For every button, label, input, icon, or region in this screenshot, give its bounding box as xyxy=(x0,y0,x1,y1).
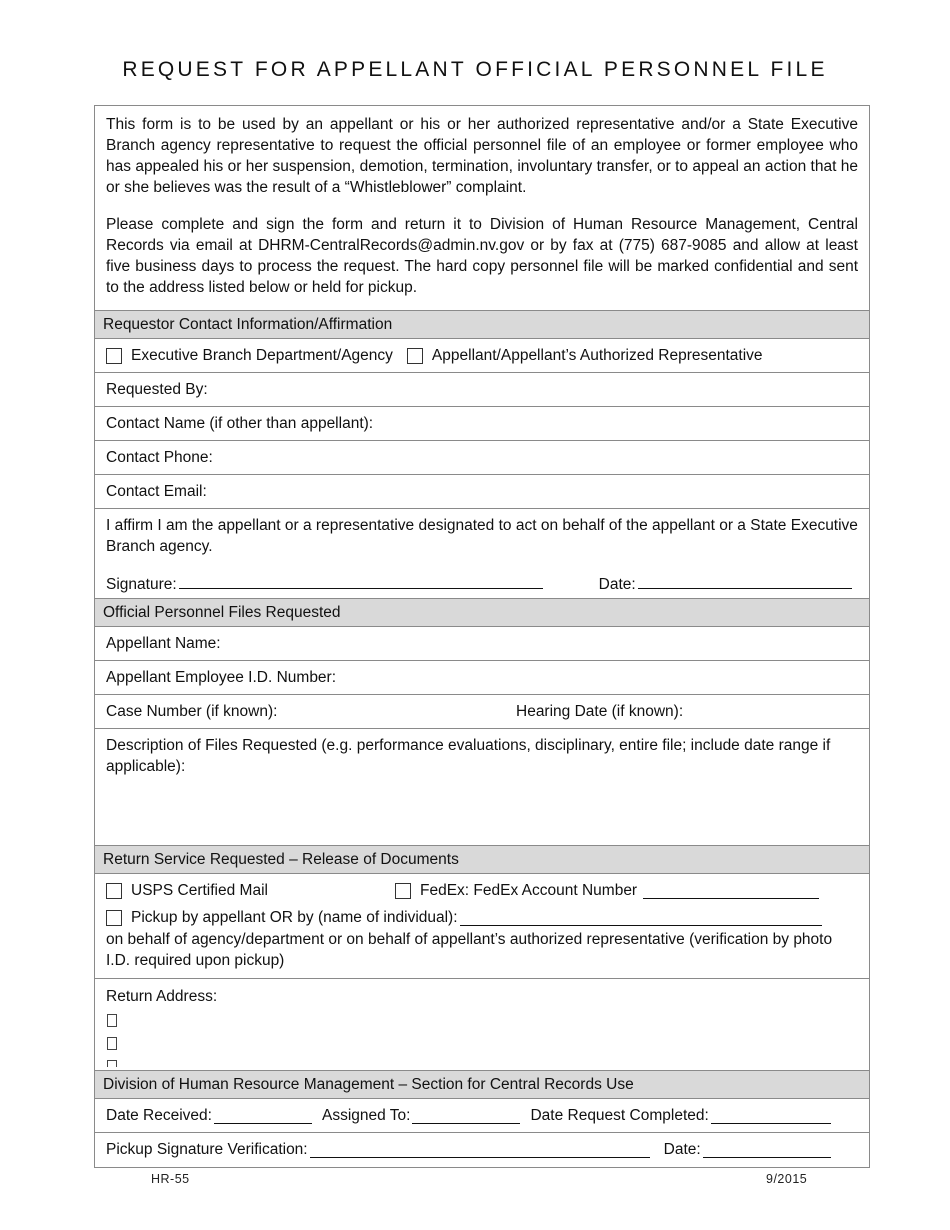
usps-checkbox[interactable] xyxy=(106,883,122,899)
placeholder-glyph-icon xyxy=(107,1014,117,1027)
usps-label: USPS Certified Mail xyxy=(131,882,268,899)
fedex-account-line[interactable] xyxy=(643,883,819,899)
date-completed-line[interactable] xyxy=(711,1108,831,1124)
return-address-label: Return Address: xyxy=(106,988,218,1005)
date-received-label: Date Received: xyxy=(106,1106,212,1124)
intro-section xyxy=(95,106,869,311)
fedex-label: FedEx: FedEx Account Number xyxy=(420,882,638,899)
return-section-header: Return Service Requested – Release of Documents xyxy=(95,846,869,874)
page-title: REQUEST FOR APPELLANT OFFICIAL PERSONNEL FILE xyxy=(122,58,828,81)
pickup-date-line[interactable] xyxy=(703,1142,831,1158)
intro-paragraph-1: This form is to be used by an appellant or his or her authorized representative and/or a State Executive Branch agency representative to request the official personnel file of an employee or former employee who has appealed his or her suspension, demotion, termination, involuntary transfer, or to appeal an action that he or she believes was the result of a “Whistleblower” complaint. xyxy=(106,116,858,196)
date-completed-label: Date Request Completed: xyxy=(530,1106,709,1124)
pickup-signature-label: Pickup Signature Verification: xyxy=(106,1141,308,1158)
employee-id-field[interactable] xyxy=(95,661,869,695)
requested-by-label: Requested By: xyxy=(106,380,208,398)
agency-checkbox-label: Executive Branch Department/Agency xyxy=(131,346,393,364)
form-id: HR-55 xyxy=(151,1172,190,1186)
fedex-checkbox[interactable] xyxy=(395,883,411,899)
affirmation-block xyxy=(95,509,869,599)
return-address-field[interactable] xyxy=(95,979,869,1071)
requestor-type-row xyxy=(95,339,869,373)
pickup-checkbox[interactable] xyxy=(106,910,122,926)
contact-phone-label: Contact Phone: xyxy=(106,448,213,466)
contact-email-field[interactable] xyxy=(95,475,869,509)
requestor-section-header: Requestor Contact Information/Affirmation xyxy=(95,311,869,339)
case-number-label[interactable]: Case Number (if known): xyxy=(106,702,278,720)
assigned-to-label: Assigned To: xyxy=(321,1106,411,1124)
pickup-note: on behalf of agency/department or on behalf of appellant’s authorized representative (verification by photo I.D. required upon pickup) xyxy=(106,931,833,969)
appellant-checkbox[interactable] xyxy=(407,348,423,364)
files-section-header: Official Personnel Files Requested xyxy=(95,599,869,627)
signature-label: Signature: xyxy=(106,576,177,593)
intro-paragraph-2: Please complete and sign the form and return it to Division of Human Resource Management, Central Records via email at DHRM-CentralRecords@admin.nv.gov or by fax at (775) 687-9085 and allow at least five business days to process the request. The hard copy personnel file will be marked confidential and sent to the address listed below or held for pickup. xyxy=(106,216,858,296)
case-hearing-row xyxy=(95,695,869,729)
appellant-name-label: Appellant Name: xyxy=(106,634,221,652)
placeholder-glyph-icon xyxy=(107,1060,117,1067)
hearing-date-label[interactable]: Hearing Date (if known): xyxy=(516,702,684,720)
agency-checkbox[interactable] xyxy=(106,348,122,364)
files-description-field[interactable] xyxy=(95,729,869,846)
contact-name-field[interactable] xyxy=(95,407,869,441)
request-form xyxy=(94,105,870,1168)
dhrm-dates-row xyxy=(95,1099,869,1133)
assigned-to-line[interactable] xyxy=(412,1108,520,1124)
form-revision: 9/2015 xyxy=(766,1172,808,1186)
pickup-signature-line[interactable] xyxy=(310,1142,650,1158)
signature-date-line[interactable] xyxy=(638,573,852,589)
contact-email-label: Contact Email: xyxy=(106,482,207,500)
pickup-name-line[interactable] xyxy=(460,910,822,926)
affirmation-text: I affirm I am the appellant or a representative designated to act on behalf of the appellant or a State Executive Branch agency. xyxy=(106,517,858,555)
requested-by-field[interactable] xyxy=(95,373,869,407)
signature-line[interactable] xyxy=(179,573,543,589)
contact-name-label: Contact Name (if other than appellant): xyxy=(106,414,374,432)
return-service-block xyxy=(95,874,869,979)
contact-phone-field[interactable] xyxy=(95,441,869,475)
date-received-line[interactable] xyxy=(214,1108,312,1124)
pickup-label: Pickup by appellant OR by (name of individual): xyxy=(131,909,458,926)
dhrm-section-header: Division of Human Resource Management – Section for Central Records Use xyxy=(95,1071,869,1099)
placeholder-glyph-icon xyxy=(107,1037,117,1050)
signature-date-label: Date: xyxy=(598,576,636,593)
employee-id-label: Appellant Employee I.D. Number: xyxy=(106,668,337,686)
appellant-checkbox-label: Appellant/Appellant’s Authorized Representative xyxy=(431,346,763,364)
appellant-name-field[interactable] xyxy=(95,627,869,661)
files-description-label: Description of Files Requested (e.g. performance evaluations, disciplinary, entire file; include date range if applicable): xyxy=(106,737,831,775)
pickup-verification-row xyxy=(95,1133,869,1167)
pickup-date-label: Date: xyxy=(663,1141,701,1158)
